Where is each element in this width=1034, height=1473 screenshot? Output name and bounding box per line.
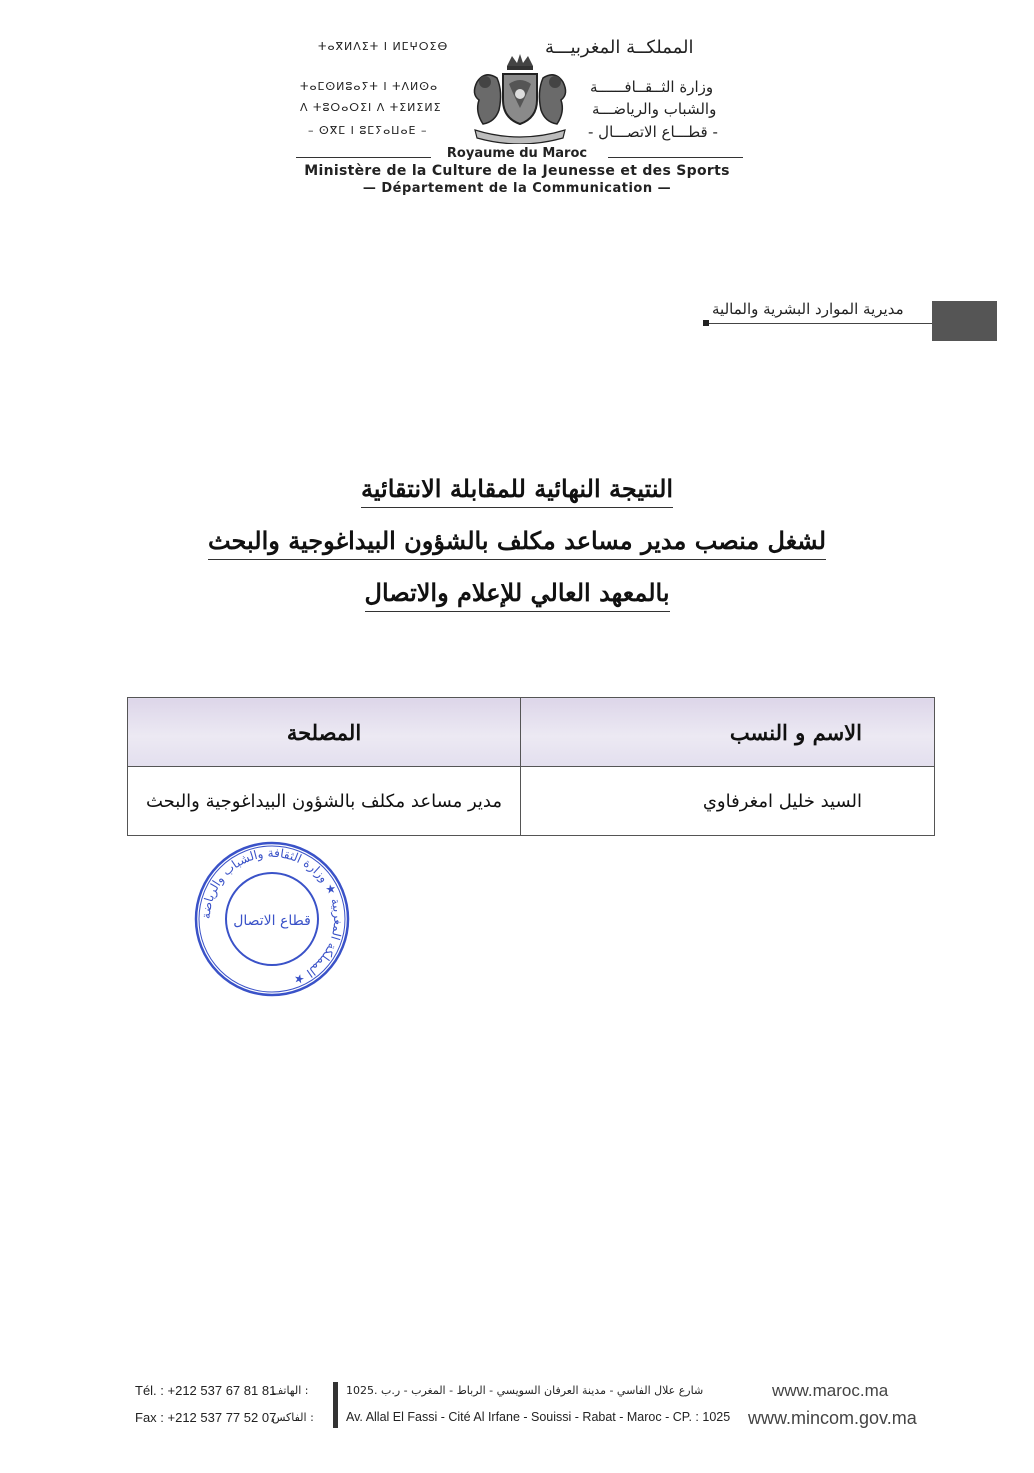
official-stamp <box>188 838 356 1000</box>
letterhead-ministry-fr: Ministère de la Culture de la Jeunesse et des Sports <box>304 163 730 179</box>
stamp-outer-text: المملكة المغربية ★ وزارة الثقافة والشباب والرياضة ★ <box>198 845 346 988</box>
letterhead-kingdom-fr: Royaume du Maroc <box>446 146 588 161</box>
title-line-1-text: النتيجة النهائية للمقابلة الانتقائية <box>361 474 673 508</box>
footer-address-fr: Av. Allal El Fassi - Cité Al Irfane - Souissi - Rabat - Maroc - CP. : 1025 <box>346 1410 731 1424</box>
department-tab-label: مديرية الموارد البشرية والمالية <box>712 300 904 318</box>
cell-service: مدير مساعد مكلف بالشؤون البيداغوجية والبحث <box>128 767 521 836</box>
table-header-row <box>128 698 935 767</box>
letterhead-arabic-ministry-2: والشباب والرياضـــة <box>592 100 717 118</box>
letterhead-tifinagh-ministry-2: ⴷ ⵜⵓⵔⴰⵔⵉⵏ ⴷ ⵜⵉⵍⵉⵍⵉ <box>300 101 442 114</box>
footer-url-maroc[interactable]: www.maroc.ma <box>772 1381 889 1400</box>
letterhead-tifinagh-ministry-1: ⵜⴰⵎⵙⵍⵓⴰⵢⵜ ⵏ ⵜⴷⵍⵙⴰ <box>300 80 439 93</box>
footer-phone: Tél. : +212 537 67 81 81 <box>135 1383 277 1398</box>
footer-address-ar: شارع علال الفاسي - مدينة العرفان السويسي - الرباط - المغرب - ر.ب .1025 <box>346 1384 704 1397</box>
letterhead-arabic-ministry-1: وزارة الثــقــافــــــة <box>590 78 714 96</box>
table-row <box>128 767 935 836</box>
title-line-3 <box>0 578 1034 607</box>
stamp-inner-text: قطاع الاتصال <box>233 913 311 929</box>
department-tab-block <box>932 301 997 341</box>
letterhead-tifinagh-kingdom: ⵜⴰⴳⵍⴷⵉⵜ ⵏ ⵍⵎⵖⵔⵉⴱ <box>318 40 449 53</box>
footer-url-mincom[interactable]: www.mincom.gov.ma <box>748 1408 917 1428</box>
footer-divider-bar <box>333 1382 338 1428</box>
title-line-3-text: بالمعهد العالي للإعلام والاتصال <box>365 578 670 612</box>
title-line-2-text: لشغل منصب مدير مساعد مكلف بالشؤون البيداغوجية والبحث <box>208 526 826 560</box>
letterhead-tifinagh-department: – ⵙⴳⵎ ⵏ ⵓⵎⵢⴰⵡⴰⴹ – <box>308 124 428 137</box>
result-table <box>127 697 935 836</box>
department-tab-bullet <box>703 320 709 326</box>
letterhead-arabic-kingdom: المملكــة المغربيـــة <box>545 37 694 58</box>
header-name: الاسم و النسب <box>521 698 935 767</box>
letterhead-department-fr: — Département de la Communication — <box>362 181 672 196</box>
letterhead-arabic-department: - قطـــاع الاتصـــال - <box>588 123 718 141</box>
department-tab-rule <box>708 323 932 324</box>
header-service: المصلحة <box>128 698 521 767</box>
footer-phone-ar: : الهاتف <box>272 1384 309 1397</box>
cell-name: السيد خليل امغرفاوي <box>521 767 935 836</box>
title-line-2 <box>0 526 1034 555</box>
title-line-1 <box>0 474 1034 503</box>
coat-of-arms-emblem <box>465 52 575 144</box>
footer-fax: Fax : +212 537 77 52 07 <box>135 1410 277 1425</box>
footer-fax-ar: : الفاكس <box>272 1411 314 1424</box>
